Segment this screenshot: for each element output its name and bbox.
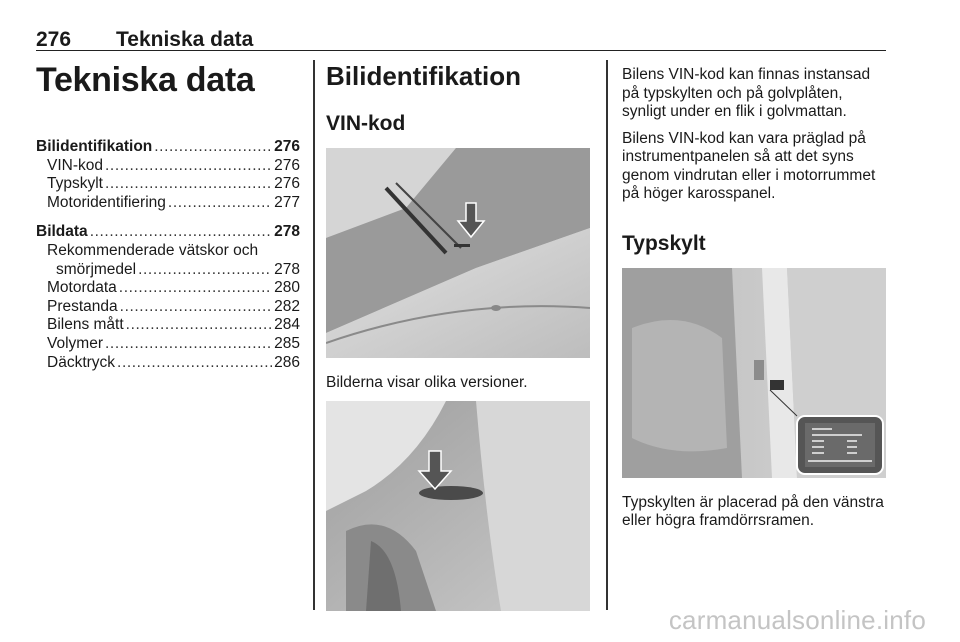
column-divider — [313, 60, 315, 610]
type-plate-caption: Typskylten är placerad på den vänstra eller högra framdörrsramen. — [622, 493, 884, 529]
toc-entry-motoridentifiering[interactable]: Motoridentifiering ..... 277 — [36, 194, 300, 213]
vin-caption: Bilderna visar olika versioner. — [326, 374, 528, 391]
content-column-3 — [622, 60, 886, 531]
toc-entry-vatskor-line1[interactable]: Rekommenderade vätskor och — [47, 241, 259, 259]
subsection-title-typskylt: Typskylt — [622, 231, 706, 255]
column-divider — [606, 60, 608, 610]
toc-entry-bilens-matt[interactable]: Bilens mått ..... 284 — [36, 316, 300, 335]
chapter-title: Tekniska data — [36, 61, 255, 99]
toc-entry-volymer[interactable]: Volymer ..... 285 — [36, 335, 300, 354]
watermark: carmanualsonline.info — [668, 605, 926, 635]
toc-entry-dacktryck[interactable]: Däcktryck ..... 286 — [36, 354, 300, 373]
type-plate-photo — [622, 268, 886, 478]
toc-entry-smorjmedel[interactable]: smörjmedel ..... 278 — [36, 261, 300, 280]
toc-entry-bildata[interactable]: Bildata ..... 278 — [36, 223, 300, 242]
subsection-title-vin: VIN-kod — [326, 112, 406, 135]
vin-paragraph-2: Bilens VIN-kod kan vara präglad på instrumentpanelen så att det syns genom vindrutan eller i motorrummet på höger karosspanel. — [622, 129, 876, 202]
toc-column — [36, 60, 300, 372]
running-header — [36, 22, 886, 51]
toc-entry-motordata[interactable]: Motordata ..... 280 — [36, 279, 300, 298]
toc-entry-prestanda[interactable]: Prestanda ..... 282 — [36, 298, 300, 317]
section-title: Bilidentifikation — [326, 61, 521, 91]
running-title: Tekniska data — [116, 28, 254, 51]
toc-entry-bilidentifikation[interactable]: Bilidentifikation ..... 276 — [36, 138, 300, 157]
page-number: 276 — [36, 28, 72, 51]
vin-floor-photo — [326, 401, 590, 611]
vin-paragraph-1: Bilens VIN-kod kan finnas instansad på typskylten och på golvplåten, synligt under en flik i golvmattan. — [622, 66, 871, 120]
content-column-2 — [326, 60, 594, 611]
toc-entry-vin-kod[interactable]: VIN-kod ..... 276 — [36, 157, 300, 176]
vin-windshield-photo — [326, 148, 590, 358]
toc-entry-typskylt[interactable]: Typskylt ..... 276 — [36, 175, 300, 194]
table-of-contents — [36, 138, 300, 372]
